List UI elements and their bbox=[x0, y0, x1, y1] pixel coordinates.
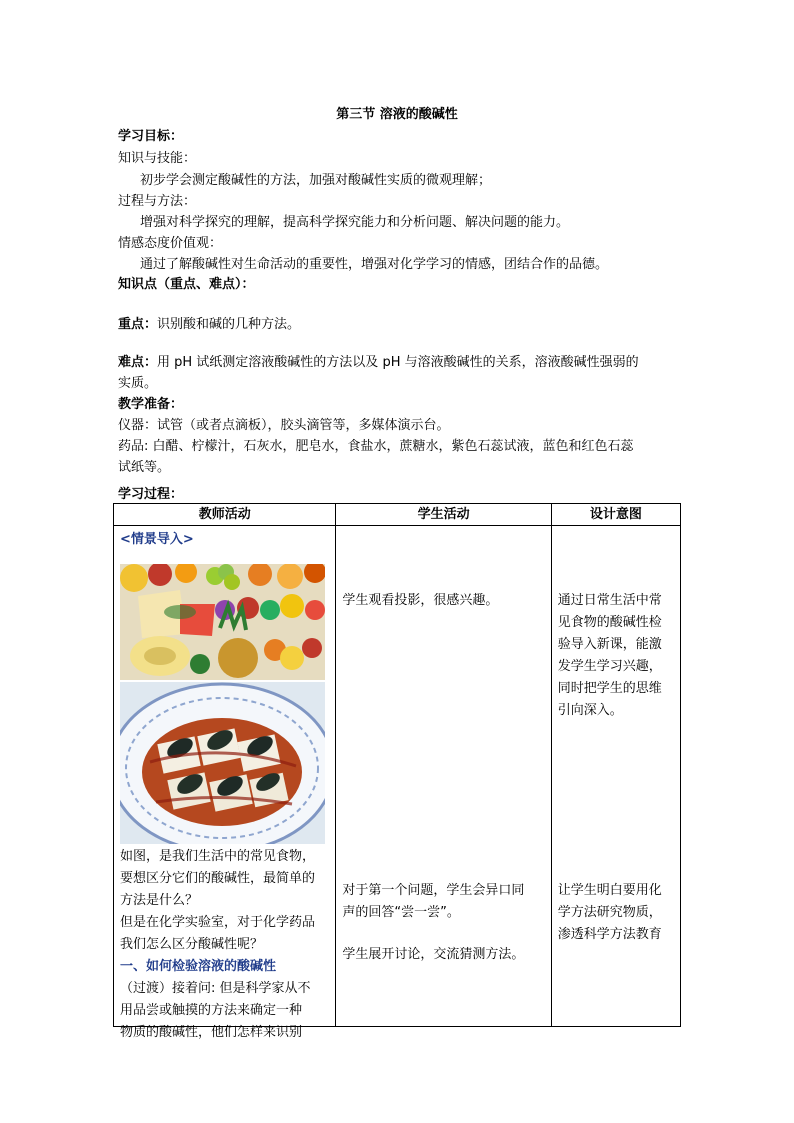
intent-line: 见食物的酸碱性检 bbox=[557, 615, 662, 630]
century-egg-tofu-photo bbox=[120, 682, 325, 844]
key-point bbox=[118, 314, 300, 335]
intent-text-1 bbox=[558, 590, 678, 722]
difficulty-point bbox=[118, 352, 639, 373]
section-heading: 一、如何检验溶液的酸碱性 bbox=[120, 959, 277, 974]
teacher-line: 我们怎么区分酸碱性呢？ bbox=[120, 937, 264, 952]
intent-line: 渗透科学方法教育 bbox=[557, 927, 662, 942]
intent-text-2 bbox=[558, 880, 678, 946]
process-heading: 学习过程： bbox=[118, 487, 184, 502]
header-student: 学生活动 bbox=[336, 504, 551, 526]
intent-line: 验导入新课，能激 bbox=[557, 637, 662, 652]
teacher-line: 用品尝或触摸的方法来确定一种 bbox=[120, 1003, 303, 1018]
intent-line: 引向深入。 bbox=[557, 703, 623, 718]
objectives-heading: 学习目标： bbox=[118, 129, 184, 144]
header-teacher: 教师活动 bbox=[114, 504, 336, 526]
key-point-text: 识别酸和碱的几种方法。 bbox=[157, 317, 301, 332]
emotion-text: 通过了解酸碱性对生命活动的重要性，增强对化学学习的情感，团结合作的品德。 bbox=[140, 257, 609, 272]
header-intent: 设计意图 bbox=[551, 504, 680, 526]
intent-cell bbox=[551, 526, 680, 1027]
knowledge-heading: 知识点（重点、难点）： bbox=[118, 277, 255, 292]
difficulty-label: 难点： bbox=[118, 355, 158, 370]
process-method-label: 过程与方法： bbox=[118, 194, 197, 209]
prep-drugs-cont: 试纸等。 bbox=[118, 460, 171, 475]
teacher-line: （过渡）接着问: 但是科学家从不 bbox=[120, 981, 311, 996]
intent-line: 同时把学生的思维 bbox=[557, 681, 662, 696]
key-point-label: 重点： bbox=[118, 317, 158, 332]
prep-instruments: 仪器：试管（或者点滴板），胶头滴管等，多媒体演示台。 bbox=[118, 418, 450, 433]
teacher-line: 但是在化学实验室，对于化学药品 bbox=[120, 915, 316, 930]
emotion-label: 情感态度价值观： bbox=[118, 236, 223, 251]
intent-line: 学方法研究物质， bbox=[557, 905, 662, 920]
student-line: 对于第一个问题，学生会异口同 bbox=[342, 883, 525, 898]
lesson-table bbox=[113, 503, 681, 1040]
process-method-text: 增强对科学探究的理解，提高科学探究能力和分析问题、解决问题的能力。 bbox=[140, 215, 570, 230]
page-title: 第三节 溶液的酸碱性 bbox=[336, 107, 458, 122]
teacher-cell bbox=[114, 526, 336, 1040]
table-row bbox=[114, 526, 681, 1027]
student-line: 声的回答“尝一尝”。 bbox=[342, 905, 460, 920]
prep-heading: 教学准备： bbox=[118, 397, 184, 412]
student-cell bbox=[336, 526, 551, 1027]
teacher-line: 物质的酸碱性，他们怎样来识别 bbox=[120, 1025, 303, 1040]
scene-intro-title: <情景导入> bbox=[120, 532, 194, 547]
intent-line: 发学生学习兴趣， bbox=[557, 659, 662, 674]
difficulty-text: 用 pH 试纸测定溶液酸碱性的方法以及 pH 与溶液酸碱性的关系，溶液酸碱性强弱的 bbox=[157, 355, 639, 370]
intent-line: 通过日常生活中常 bbox=[557, 593, 662, 608]
teacher-line: 如图，是我们生活中的常见食物， bbox=[120, 849, 316, 864]
knowledge-skills-label: 知识与技能： bbox=[118, 151, 197, 166]
teacher-line: 要想区分它们的酸碱性，最简单的 bbox=[120, 871, 316, 886]
student-watch: 学生观看投影，很感兴趣。 bbox=[342, 593, 499, 608]
student-answer bbox=[342, 880, 547, 924]
teacher-text bbox=[120, 846, 332, 1044]
prep-drugs: 药品: 白醋、柠檬汁，石灰水，肥皂水，食盐水，蔗糖水，紫色石蕊试液，蓝色和红色石蕊 bbox=[118, 439, 634, 454]
knowledge-skills-text: 初步学会测定酸碱性的方法，加强对酸碱性实质的微观理解； bbox=[140, 173, 492, 188]
fruit-photo bbox=[120, 564, 325, 680]
difficulty-text-cont: 实质。 bbox=[118, 376, 158, 391]
student-discuss: 学生展开讨论，交流猜测方法。 bbox=[342, 947, 525, 962]
teacher-line: 方法是什么？ bbox=[120, 893, 199, 908]
intent-line: 让学生明白要用化 bbox=[557, 883, 662, 898]
table-header-row bbox=[114, 504, 681, 526]
